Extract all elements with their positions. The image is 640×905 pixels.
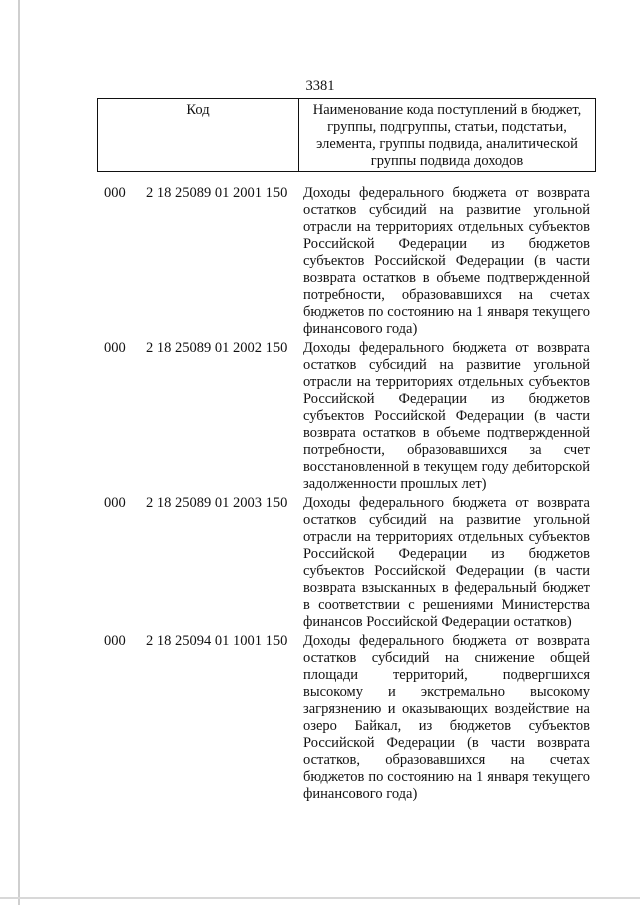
table-row	[0, 495, 640, 631]
kbk-code: 2 18 25089 01 2003 150	[146, 495, 288, 511]
table-row	[0, 633, 640, 803]
income-description: Доходы федерального бюджета от возврата остатков субсидий на развитие угольной отрасли на территориях отдельных субъектов Российской Федерации из бюджетов субъектов Российской Федерации (в части возврата взысканных в федеральный бюджет в соответствии с решениями Министерства финансов Российской Федерации остатков)	[303, 495, 590, 630]
table-row	[0, 340, 640, 493]
kbk-code: 2 18 25094 01 1001 150	[146, 633, 288, 649]
kbk-code: 2 18 25089 01 2001 150	[146, 185, 288, 201]
admin-code: 000	[104, 495, 126, 511]
header-code-cell: Код	[97, 99, 299, 171]
entries-list	[0, 185, 640, 803]
admin-code: 000	[104, 340, 126, 356]
table-row	[0, 185, 640, 338]
table-header	[97, 98, 596, 172]
header-name-cell: Наименование кода поступлений в бюджет, группы, подгруппы, статьи, подстатьи, элемента, группы подвида, аналитической группы подвида доходов	[299, 99, 596, 171]
page-edge-bottom	[0, 897, 640, 899]
admin-code: 000	[104, 185, 126, 201]
income-description: Доходы федерального бюджета от возврата остатков субсидий на снижение общей площади территорий, подвергшихся высокому и экстремально высокому загрязнению и оказывающих воздействие на озеро Байкал, из бюджетов субъектов Российской Федерации (в части возврата остатков, образовавшихся на счетах бюджетов по состоянию на 1 января текущего финансового года)	[303, 633, 590, 802]
kbk-code: 2 18 25089 01 2002 150	[146, 340, 288, 356]
income-description: Доходы федерального бюджета от возврата остатков субсидий на развитие угольной отрасли на территориях отдельных субъектов Российской Федерации из бюджетов субъектов Российской Федерации (в части возврата остатков в объеме подтвержденной потребности, образовавшихся за счет восстановленной в текущем году дебиторской задолженности прошлых лет)	[303, 340, 590, 492]
admin-code: 000	[104, 633, 126, 649]
income-description: Доходы федерального бюджета от возврата остатков субсидий на развитие угольной отрасли на территориях отдельных субъектов Российской Федерации из бюджетов субъектов Российской Федерации (в части возврата остатков в объеме подтвержденной потребности, образовавшихся на счетах бюджетов по состоянию на 1 января текущего финансового года)	[303, 185, 590, 337]
page-number: 3381	[305, 78, 335, 94]
